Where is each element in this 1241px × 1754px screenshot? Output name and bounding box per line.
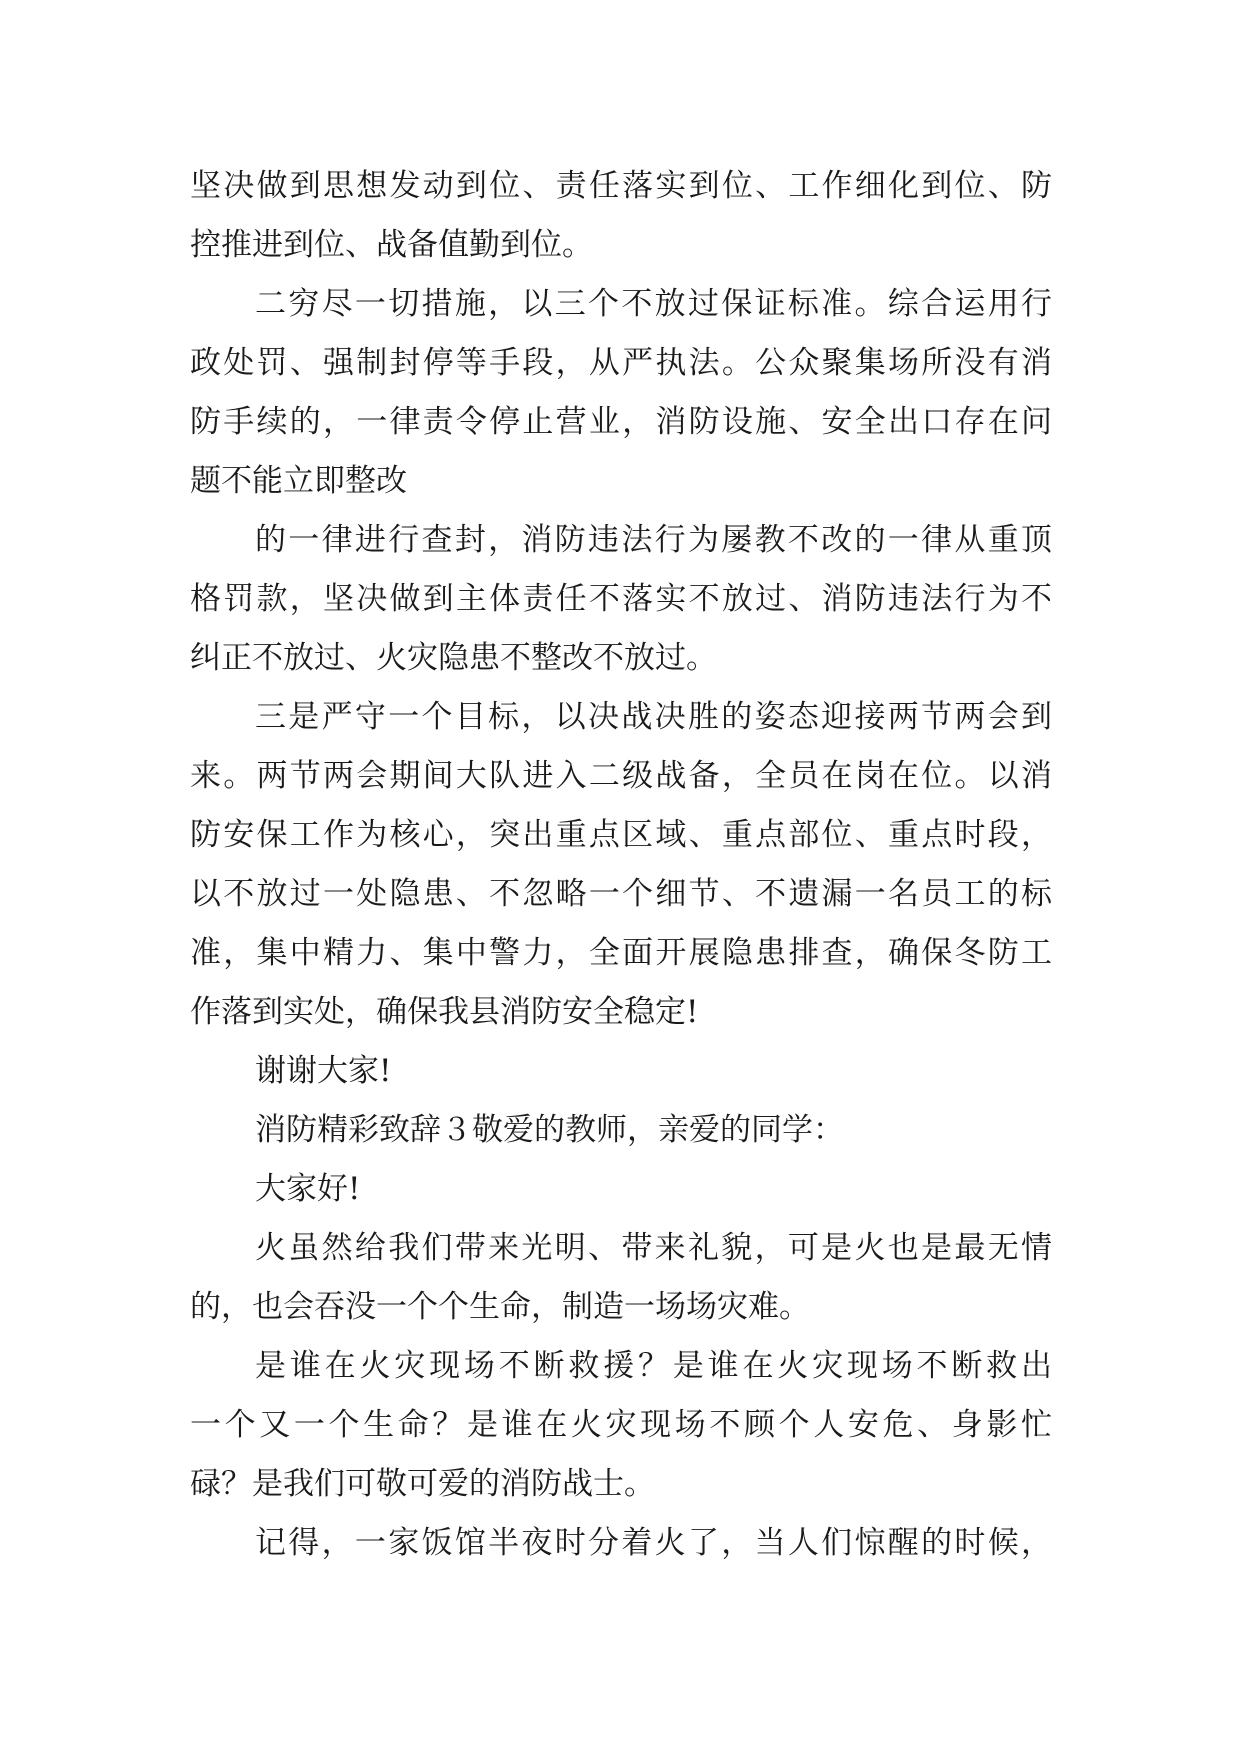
text-line: 记得，一家饭馆半夜时分着火了，当人们惊醒的时候， [255, 1525, 1052, 1561]
text-line: 格罚款，坚决做到主体责任不落实不放过、消防违法行为不 [190, 581, 1052, 617]
text-line: 的，也会吞没一个个生命，制造一场场灾难。 [190, 1289, 810, 1325]
text-line: 是谁在火灾现场不断救援？是谁在火灾现场不断救出 [255, 1348, 1052, 1384]
text-line: 火虽然给我们带来光明、带来礼貌，可是火也是最无情 [255, 1230, 1052, 1266]
text-line: 以不放过一处隐患、不忽略一个细节、不遗漏一名员工的标 [190, 876, 1052, 912]
text-line: 消防精彩致辞３敬爱的教师，亲爱的同学： [255, 1112, 844, 1148]
text-line: 纠正不放过、火灾隐患不整改不放过。 [190, 640, 717, 676]
text-line: 防安保工作为核心，突出重点区域、重点部位、重点时段， [190, 817, 1052, 853]
text-line: 二穷尽一切措施，以三个不放过保证标准。综合运用行 [255, 286, 1052, 322]
text-line: 碌？是我们可敬可爱的消防战士。 [190, 1466, 655, 1502]
text-line: 大家好! [255, 1171, 361, 1207]
body-text [190, 157, 1052, 1573]
text-line: 作落到实处，确保我县消防安全稳定! [190, 994, 699, 1030]
text-line: 的一律进行查封，消防违法行为屡教不改的一律从重顶 [255, 522, 1052, 558]
text-line: 来。两节两会期间大队进入二级战备，全员在岗在位。以消 [190, 758, 1052, 794]
text-line: 坚决做到思想发动到位、责任落实到位、工作细化到位、防 [190, 168, 1052, 204]
text-line: 政处罚、强制封停等手段，从严执法。公众聚集场所没有消 [190, 345, 1052, 381]
text-line: 防手续的，一律责令停止营业，消防设施、安全出口存在问 [190, 404, 1052, 440]
text-line: 一个又一个生命？是谁在火灾现场不顾个人安危、身影忙 [190, 1407, 1052, 1443]
text-line: 控推进到位、战备值勤到位。 [190, 227, 593, 263]
text-line: 题不能立即整改 [190, 463, 407, 499]
text-line: 三是严守一个目标，以决战决胜的姿态迎接两节两会到 [255, 699, 1052, 735]
text-line: 准，集中精力、集中警力，全面开展隐患排查，确保冬防工 [190, 935, 1052, 971]
text-line: 谢谢大家! [255, 1053, 392, 1089]
